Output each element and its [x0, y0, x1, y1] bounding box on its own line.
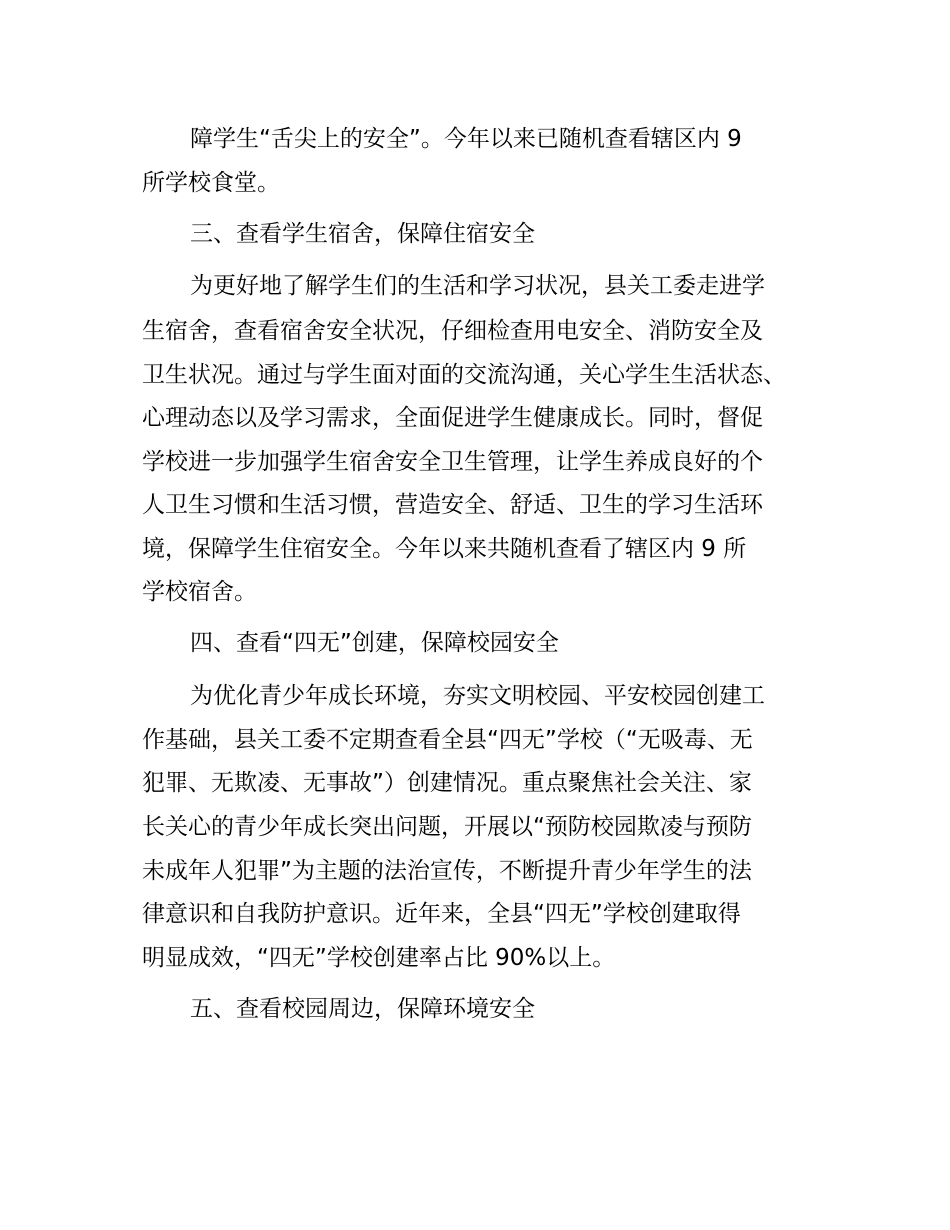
- section-heading: 五、查看校园周边，保障环境安全: [190, 996, 535, 1022]
- paragraph-line: 未成年人犯罪”为主题的法治宣传，不断提升青少年学生的法: [142, 858, 752, 884]
- section-heading: 三、查看学生宿舍，保障住宿安全: [190, 221, 535, 247]
- paragraph-line: 犯罪、无欺凌、无事故”）创建情况。重点聚焦社会关注、家: [142, 770, 752, 796]
- paragraph-line: 长关心的青少年成长突出问题，开展以“预防校园欺凌与预防: [142, 814, 752, 840]
- paragraph-line: 卫生状况。通过与学生面对面的交流沟通，关心学生生活状态、: [142, 362, 786, 388]
- section-heading: 四、查看“四无”创建，保障校园安全: [190, 630, 559, 656]
- paragraph-line: 作基础，县关工委不定期查看全县“四无”学校（“无吸毒、无: [142, 727, 753, 753]
- paragraph-line: 心理动态以及学习需求，全面促进学生健康成长。同时，督促: [142, 405, 763, 431]
- paragraph-line: 障学生“舌尖上的安全”。今年以来已随机查看辖区内 9: [190, 126, 742, 152]
- paragraph-line: 为更好地了解学生们的生活和学习状况，县关工委走进学: [190, 273, 765, 299]
- paragraph-line: 人卫生习惯和生活习惯，营造安全、舒适、卫生的学习生活环: [142, 492, 763, 518]
- paragraph-line: 所学校食堂。: [142, 170, 280, 196]
- paragraph-line: 学校宿舍。: [142, 579, 257, 605]
- paragraph-line: 为优化青少年成长环境，夯实文明校园、平安校园创建工: [190, 683, 765, 709]
- paragraph-line: 学校进一步加强学生宿舍安全卫生管理，让学生养成良好的个: [142, 449, 763, 475]
- paragraph-line: 明显成效，“四无”学校创建率占比 90%以上。: [142, 945, 616, 971]
- paragraph-line: 律意识和自我防护意识。近年来，全县“四无”学校创建取得: [142, 901, 741, 927]
- paragraph-line: 生宿舍，查看宿舍安全状况，仔细检查用电安全、消防安全及: [142, 318, 763, 344]
- paragraph-line: 境，保障学生住宿安全。今年以来共随机查看了辖区内 9 所: [142, 536, 747, 562]
